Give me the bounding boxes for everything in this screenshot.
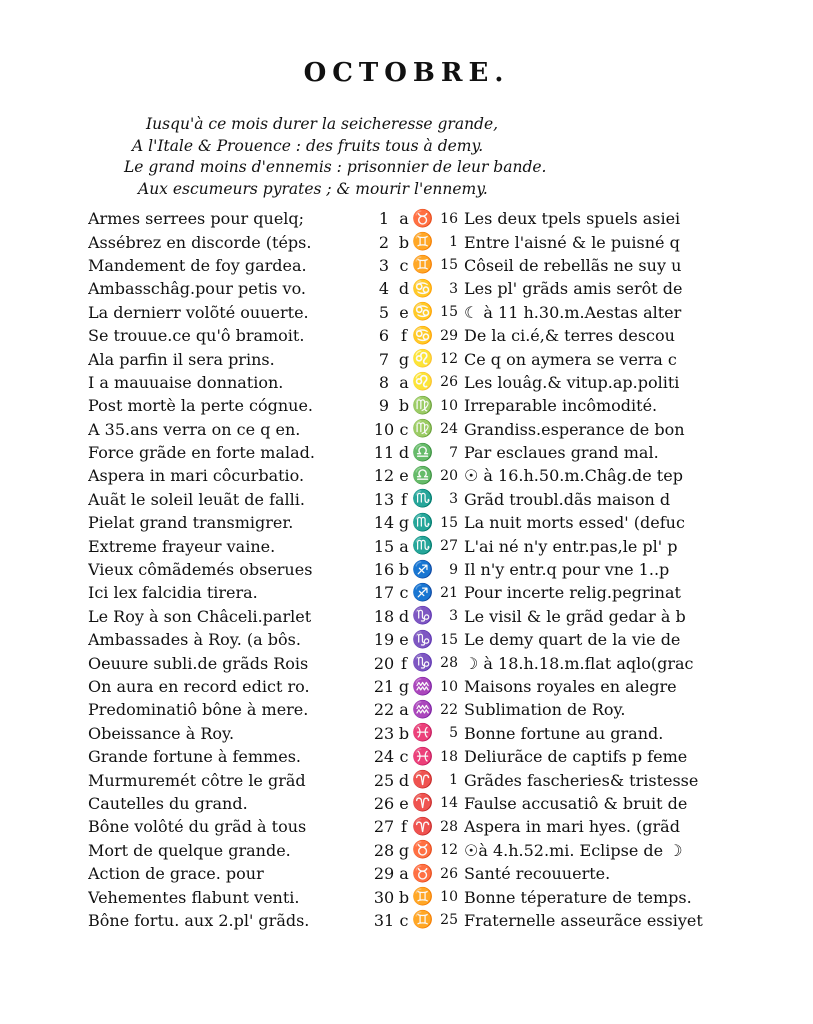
zodiac-sign-icon: ♋	[412, 302, 434, 323]
degree-value: 20	[440, 467, 458, 484]
weather-text: L'ai né n'y entr.pas,le pl' p	[464, 536, 678, 556]
dominical-letter: c	[399, 910, 409, 930]
weather-text: Grãdes fascheries& tristesse	[464, 770, 699, 790]
prediction-text: Ambasschâg.pour petis vo.	[88, 279, 307, 299]
calendar-row	[88, 394, 710, 417]
calendar-row	[88, 277, 710, 300]
degree-value: 29	[440, 327, 458, 344]
dominical-letter: b	[398, 723, 410, 743]
calendar-row	[88, 464, 710, 487]
zodiac-sign-icon: ♒	[412, 676, 434, 697]
calendar-row	[88, 698, 710, 721]
weather-text: Pour incerte relig.pegrinat	[464, 583, 681, 603]
degree-value: 15	[440, 257, 458, 274]
calendar-row	[88, 862, 710, 885]
degree-value: 10	[440, 889, 458, 906]
prediction-text: Mort de quelque grande.	[88, 840, 291, 860]
calendar-row	[88, 207, 710, 230]
weather-text: Grãd troubl.dãs maison d	[464, 489, 671, 509]
calendar-row	[88, 722, 710, 745]
quatrain-line: Aux escumeurs pyrates ; & mourir l'ennemy.	[138, 179, 488, 198]
dominical-letter: f	[401, 817, 407, 837]
calendar-row	[88, 675, 710, 698]
day-number: 24	[373, 747, 395, 767]
weather-text: Par esclaues grand mal.	[464, 443, 659, 463]
weather-text: Faulse accusatiô & bruit de	[464, 793, 688, 813]
degree-value: 15	[440, 631, 458, 648]
dominical-letter: a	[399, 536, 409, 556]
prediction-text: Murmuremét côtre le grãd	[88, 770, 306, 790]
degree-value: 21	[440, 584, 458, 601]
weather-text: Fraternelle asseurãce essiyet	[464, 910, 703, 930]
day-number: 20	[373, 653, 395, 673]
zodiac-sign-icon: ♊	[412, 910, 434, 931]
zodiac-sign-icon: ♍	[412, 419, 434, 440]
dominical-letter: e	[399, 630, 409, 650]
degree-value: 10	[440, 397, 458, 414]
calendar-row	[88, 324, 710, 347]
dominical-letter: g	[398, 349, 410, 369]
prediction-text: Oeuure subli.de grãds Rois	[88, 653, 309, 673]
calendar-row	[88, 885, 710, 908]
degree-value: 3	[449, 280, 458, 297]
weather-text: Ce q on aymera se verra c	[464, 349, 677, 369]
weather-text: Irreparable incômodité.	[464, 396, 658, 416]
calendar-row	[88, 534, 710, 557]
prediction-text: Assébrez en discorde (téps.	[88, 232, 312, 252]
prediction-text: A 35.ans verra on ce q en.	[88, 419, 301, 439]
calendar-table	[88, 207, 710, 932]
weather-text: ☉à 4.h.52.mi. Eclipse de ☽	[464, 840, 683, 860]
weather-text: Bonne fortune au grand.	[464, 723, 664, 743]
day-number: 22	[373, 700, 395, 720]
weather-text: Côseil de rebellãs ne suy u	[464, 255, 682, 275]
zodiac-sign-icon: ♐	[412, 559, 434, 580]
dominical-letter: e	[399, 302, 409, 322]
day-number: 9	[378, 396, 390, 416]
zodiac-sign-icon: ♑	[412, 606, 434, 627]
zodiac-sign-icon: ♑	[412, 629, 434, 650]
degree-value: 1	[449, 772, 458, 789]
calendar-row	[88, 605, 710, 628]
prediction-text: Ambassades à Roy. (a bôs.	[88, 630, 301, 650]
day-number: 8	[378, 372, 390, 392]
dominical-letter: b	[398, 396, 410, 416]
calendar-row	[88, 745, 710, 768]
degree-value: 27	[440, 538, 458, 555]
zodiac-sign-icon: ♊	[412, 232, 434, 253]
degree-value: 25	[440, 912, 458, 929]
page-title: OCTOBRE.	[303, 58, 510, 88]
degree-value: 3	[449, 608, 458, 625]
day-number: 5	[378, 302, 390, 322]
dominical-letter: c	[399, 419, 409, 439]
prediction-text: Force grãde en forte malad.	[88, 443, 315, 463]
day-number: 27	[373, 817, 395, 837]
calendar-row	[88, 768, 710, 791]
dominical-letter: a	[399, 700, 409, 720]
zodiac-sign-icon: ♍	[412, 395, 434, 416]
zodiac-sign-icon: ♋	[412, 278, 434, 299]
day-number: 23	[373, 723, 395, 743]
prediction-text: Vieux cômãdemés obserues	[88, 560, 313, 580]
calendar-row	[88, 441, 710, 464]
dominical-letter: g	[398, 677, 410, 696]
zodiac-sign-icon: ♓	[412, 723, 434, 744]
calendar-row	[88, 581, 710, 604]
prediction-text: Action de grace. pour	[88, 864, 264, 884]
zodiac-sign-icon: ♎	[412, 465, 434, 486]
day-number: 15	[373, 536, 395, 556]
prediction-text: La dernierr volõté ouuerte.	[88, 302, 309, 322]
day-number: 17	[373, 583, 395, 603]
calendar-row	[88, 839, 710, 862]
dominical-letter: d	[398, 279, 410, 299]
calendar-row	[88, 371, 710, 394]
weather-text: Les louâg.& vitup.ap.politi	[464, 372, 680, 392]
day-number: 30	[373, 887, 395, 907]
calendar-row	[88, 418, 710, 441]
weather-text: Le demy quart de la vie de	[464, 630, 681, 650]
weather-text: ☉ à 16.h.50.m.Châg.de tep	[464, 466, 683, 486]
day-number: 14	[373, 513, 395, 533]
day-number: 2	[378, 232, 390, 252]
dominical-letter: d	[398, 443, 410, 463]
weather-text: Les deux tpels spuels asiei	[464, 209, 681, 229]
day-number: 31	[373, 910, 395, 930]
day-number: 10	[373, 419, 395, 439]
degree-value: 22	[440, 701, 458, 718]
dominical-letter: d	[398, 770, 410, 790]
quatrain-line: Le grand moins d'ennemis : prisonnier de leur bande.	[124, 158, 547, 176]
dominical-letter: c	[399, 747, 409, 767]
degree-value: 7	[449, 444, 458, 461]
day-number: 28	[373, 840, 395, 860]
zodiac-sign-icon: ♏	[412, 489, 434, 510]
prediction-text: On aura en record edict ro.	[88, 677, 310, 696]
dominical-letter: g	[398, 513, 410, 533]
weather-text: Santé recouuerte.	[464, 864, 611, 884]
zodiac-sign-icon: ♊	[412, 255, 434, 276]
calendar-row	[88, 301, 710, 324]
zodiac-sign-icon: ♈	[412, 770, 434, 791]
zodiac-sign-icon: ♋	[412, 325, 434, 346]
weather-text: Deliurãce de captifs p feme	[464, 747, 688, 767]
prediction-text: Armes serrees pour quelq;	[88, 209, 305, 229]
degree-value: 16	[440, 210, 458, 227]
dominical-letter: e	[399, 793, 409, 813]
prediction-text: Ala parfin il sera prins.	[88, 349, 275, 369]
dominical-letter: a	[399, 209, 409, 229]
degree-value: 28	[440, 818, 458, 835]
zodiac-sign-icon: ♓	[412, 746, 434, 767]
prediction-text: Aspera in mari côcurbatio.	[88, 466, 305, 486]
degree-value: 9	[449, 561, 458, 578]
zodiac-sign-icon: ♉	[412, 208, 434, 229]
zodiac-sign-icon: ♉	[412, 863, 434, 884]
dominical-letter: c	[399, 255, 409, 275]
dominical-letter: f	[401, 489, 407, 509]
day-number: 18	[373, 606, 395, 626]
degree-value: 3	[449, 491, 458, 508]
day-number: 11	[373, 443, 395, 463]
calendar-row	[88, 488, 710, 511]
degree-value: 14	[440, 795, 458, 812]
dominical-letter: d	[398, 606, 410, 626]
quatrain-line: A l'Itale & Prouence : des fruits tous à demy.	[132, 136, 484, 155]
day-number: 7	[378, 349, 390, 369]
zodiac-sign-icon: ♉	[412, 840, 434, 861]
zodiac-sign-icon: ♌	[412, 349, 434, 370]
zodiac-sign-icon: ♈	[412, 793, 434, 814]
calendar-row	[88, 651, 710, 674]
prediction-text: Ici lex falcidia tirera.	[88, 583, 258, 603]
degree-value: 5	[449, 725, 458, 742]
dominical-letter: b	[398, 232, 410, 252]
zodiac-sign-icon: ♏	[412, 536, 434, 557]
prediction-text: Obeissance à Roy.	[88, 723, 235, 743]
weather-text: De la ci.é,& terres descou	[464, 326, 675, 346]
quatrain-line: Iusqu'à ce mois durer la seicheresse grande,	[146, 115, 499, 133]
dominical-letter: a	[399, 372, 409, 392]
prediction-text: Le Roy à son Châceli.parlet	[88, 606, 312, 626]
weather-text: La nuit morts essed' (defuc	[464, 513, 685, 533]
calendar-row	[88, 254, 710, 277]
degree-value: 28	[440, 655, 458, 672]
zodiac-sign-icon: ♏	[412, 512, 434, 533]
degree-value: 10	[440, 678, 458, 695]
degree-value: 26	[440, 865, 458, 882]
degree-value: 1	[449, 234, 458, 251]
weather-text: Aspera in mari hyes. (grãd	[464, 817, 680, 837]
prediction-text: Bône volôté du grãd à tous	[88, 817, 307, 837]
calendar-row	[88, 558, 710, 581]
weather-text: Il n'y entr.q pour vne 1..p	[464, 560, 670, 580]
weather-text: Les pl' grãds amis serôt de	[464, 279, 683, 299]
weather-text: Maisons royales en alegre	[464, 677, 677, 696]
prediction-text: Vehementes flabunt venti.	[88, 887, 300, 907]
dominical-letter: c	[399, 583, 409, 603]
calendar-row	[88, 347, 710, 370]
weather-text: Le visil & le grãd gedar à b	[464, 606, 686, 626]
prediction-text: Auãt le soleil leuãt de falli.	[88, 489, 305, 509]
degree-value: 15	[440, 304, 458, 321]
day-number: 26	[373, 793, 395, 813]
degree-value: 12	[440, 351, 458, 368]
zodiac-sign-icon: ♐	[412, 582, 434, 603]
day-number: 21	[373, 677, 395, 696]
day-number: 19	[373, 630, 395, 650]
calendar-row	[88, 511, 710, 534]
dominical-letter: a	[399, 864, 409, 884]
zodiac-sign-icon: ♈	[412, 816, 434, 837]
prediction-text: Predominatiô bône à mere.	[88, 700, 309, 720]
day-number: 12	[373, 466, 395, 486]
calendar-row	[88, 815, 710, 838]
zodiac-sign-icon: ♑	[412, 653, 434, 674]
dominical-letter: f	[401, 326, 407, 346]
calendar-row	[88, 628, 710, 651]
quatrain	[118, 114, 718, 200]
prediction-text: Se trouue.ce qu'ô bramoit.	[88, 326, 305, 346]
zodiac-sign-icon: ♎	[412, 442, 434, 463]
weather-text: Sublimation de Roy.	[464, 700, 626, 720]
prediction-text: Post mortè la perte cógnue.	[88, 396, 313, 416]
calendar-row	[88, 909, 710, 932]
dominical-letter: b	[398, 887, 410, 907]
dominical-letter: e	[399, 466, 409, 486]
prediction-text: Mandement de foy gardea.	[88, 255, 307, 275]
day-number: 13	[373, 489, 395, 509]
weather-text: Entre l'aisné & le puisné q	[464, 232, 680, 252]
day-number: 4	[378, 279, 390, 299]
calendar-row	[88, 792, 710, 815]
degree-value: 24	[440, 421, 458, 438]
degree-value: 26	[440, 374, 458, 391]
calendar-row	[88, 230, 710, 253]
day-number: 16	[373, 560, 395, 580]
prediction-text: Grande fortune à femmes.	[88, 747, 301, 767]
day-number: 29	[373, 864, 395, 884]
weather-text: Grandiss.esperance de bon	[464, 419, 685, 439]
zodiac-sign-icon: ♌	[412, 372, 434, 393]
degree-value: 18	[440, 748, 458, 765]
day-number: 1	[378, 209, 390, 229]
day-number: 25	[373, 770, 395, 790]
dominical-letter: b	[398, 560, 410, 580]
prediction-text: Cautelles du grand.	[88, 793, 248, 813]
day-number: 3	[378, 255, 390, 275]
degree-value: 15	[440, 514, 458, 531]
day-number: 6	[378, 326, 390, 346]
dominical-letter: g	[398, 840, 410, 860]
zodiac-sign-icon: ♊	[412, 887, 434, 908]
prediction-text: Bône fortu. aux 2.pl' grãds.	[88, 910, 310, 930]
weather-text: Bonne téperature de temps.	[464, 887, 692, 907]
weather-text: ☾ à 11 h.30.m.Aestas alter	[464, 302, 682, 322]
prediction-text: Extreme frayeur vaine.	[88, 536, 276, 556]
degree-value: 12	[440, 842, 458, 859]
prediction-text: Pielat grand transmigrer.	[88, 513, 294, 533]
zodiac-sign-icon: ♒	[412, 699, 434, 720]
prediction-text: I a mauuaise donnation.	[88, 372, 284, 392]
weather-text: ☽ à 18.h.18.m.flat aqlo(grac	[464, 653, 694, 673]
dominical-letter: f	[401, 653, 407, 673]
